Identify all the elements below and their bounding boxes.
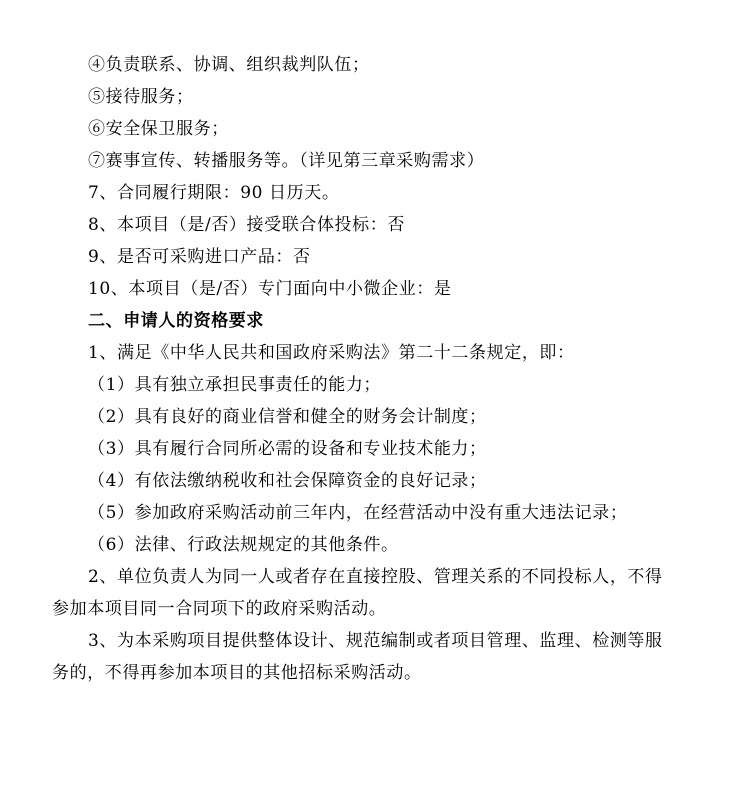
qualification-item-2-line-1: 2、单位负责人为同一人或者存在直接控股、管理关系的不同投标人，不得 — [88, 567, 663, 587]
qualification-sub-2: （2）具有良好的商业信誉和健全的财务会计制度； — [88, 407, 487, 427]
qualification-sub-5: （5）参加政府采购活动前三年内，在经营活动中没有重大违法记录； — [88, 503, 628, 523]
contract-period: 7、合同履行期限：90 日历天。 — [88, 183, 340, 203]
section-heading-qualifications: 二、申请人的资格要求 — [88, 311, 264, 331]
list-item-publicity-broadcast: ⑦赛事宣传、转播服务等。（详见第三章采购需求） — [88, 151, 485, 171]
list-item-security-service: ⑥安全保卫服务； — [88, 119, 229, 139]
qualification-item-3-line-2: 务的，不得再参加本项目的其他招标采购活动。 — [52, 663, 422, 683]
qualification-item-1: 1、满足《中华人民共和国政府采购法》第二十二条规定，即： — [88, 343, 575, 363]
qualification-item-3-line-1: 3、为本采购项目提供整体设计、规范编制或者项目管理、监理、检测等服 — [88, 631, 663, 651]
list-item-contact-coordination: ④负责联系、协调、组织裁判队伍； — [88, 55, 370, 75]
imported-products: 9、是否可采购进口产品：否 — [88, 247, 311, 267]
qualification-sub-1: （1）具有独立承担民事责任的能力； — [88, 375, 382, 395]
qualification-sub-4: （4）有依法缴纳税收和社会保障资金的良好记录； — [88, 471, 487, 491]
consortium-bidding: 8、本项目（是/否）接受联合体投标：否 — [88, 215, 405, 235]
qualification-item-2-line-2: 参加本项目同一合同项下的政府采购活动。 — [52, 599, 387, 619]
list-item-reception-service: ⑤接待服务； — [88, 87, 194, 107]
qualification-sub-3: （3）具有履行合同所必需的设备和专业技术能力； — [88, 439, 487, 459]
sme-oriented: 10、本项目（是/否）专门面向中小微企业：是 — [88, 279, 452, 299]
qualification-sub-6: （6）法律、行政法规规定的其他条件。 — [88, 535, 399, 555]
